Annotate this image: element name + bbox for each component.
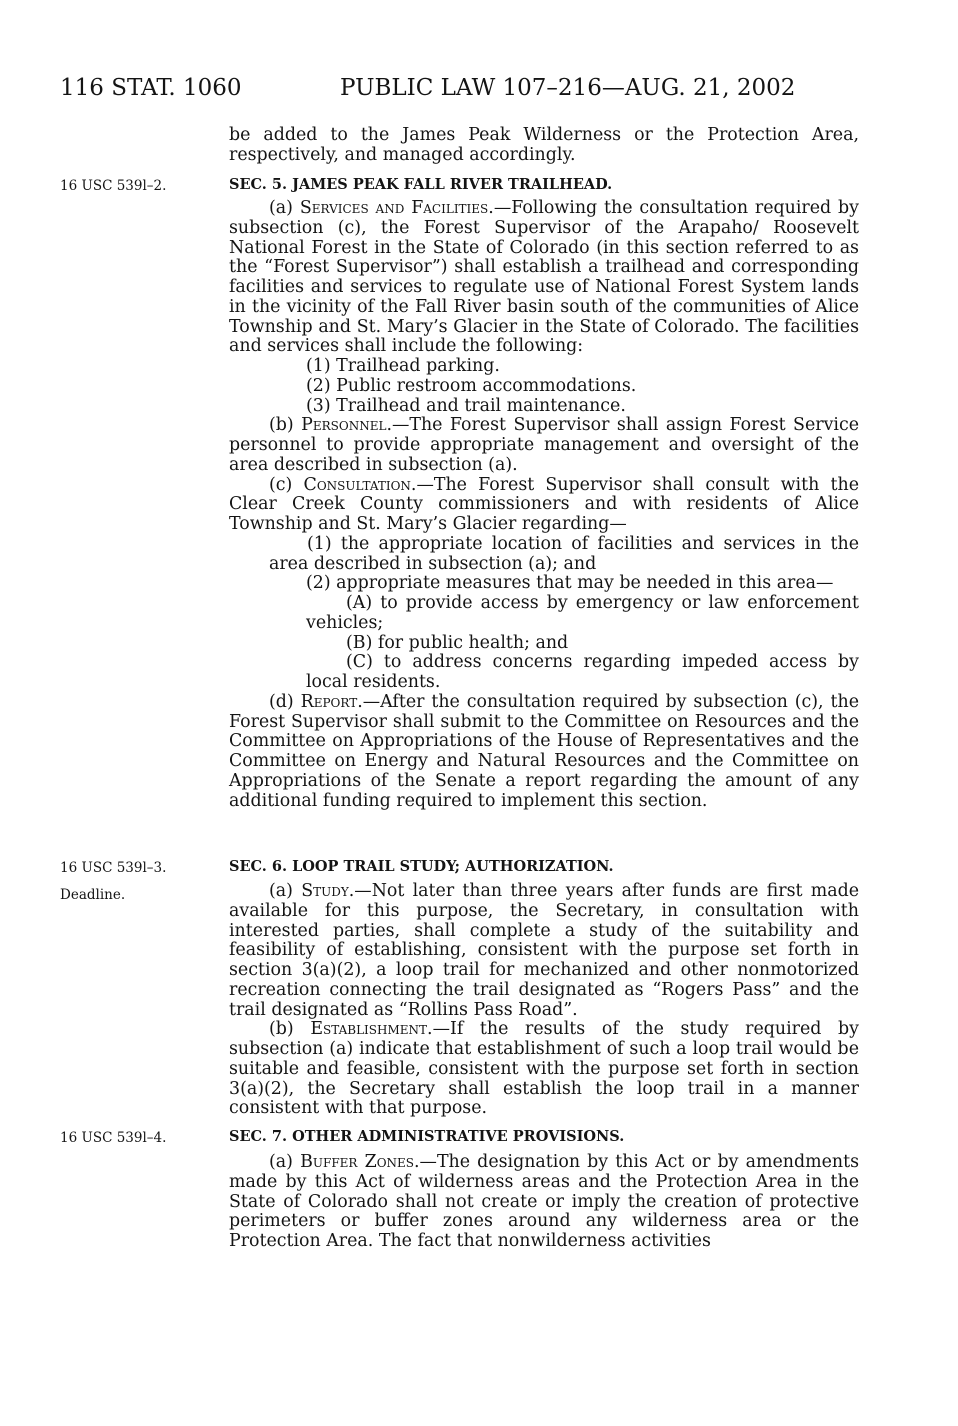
sec6-b-label: (b) <box>269 1019 311 1040</box>
sec6-b-text: —If the results of the study required by subsection (a) indicate that establishment of such a loop trail would be suitable and feasible, consistent with the purpose set forth in section 3(a)(2), the Secretary shall establish the loop trail in a manner consistent with that purpose. <box>229 1019 860 1119</box>
public-law-line: PUBLIC LAW 107–216—AUG. 21, 2002 <box>340 75 796 101</box>
sec6-citation-note: 16 USC 539l–3. <box>60 860 167 876</box>
continuation-paragraph <box>229 126 859 166</box>
sec5-d-label: (d) <box>269 691 301 712</box>
sec6-a-heading: Study. <box>301 881 355 901</box>
sec5-c-sub-b: (B) for public health; and <box>346 632 569 653</box>
sec7-a-label: (a) <box>269 1152 301 1172</box>
sec5-a-heading: Services and Facilities. <box>299 198 494 218</box>
sec5-c-label: (c) <box>269 474 304 495</box>
running-header <box>60 75 920 101</box>
sec6-a-label: (a) <box>269 881 302 901</box>
sec5-subsection-b <box>229 416 859 475</box>
sec5-d-text: —After the consultation required by subsection (c), the Forest Supervisor shall submit to the Committee on Resources and the Committee on Appropriations of the House of Representatives and the Committee on Energy and Natural Resources and the Committee on Appropriations of the Senate a report regarding the amount of any additional funding required to implement this section. <box>229 691 859 811</box>
sec5-b-text: —The Forest Supervisor shall assign Forest Service personnel to provide appropriate management and oversight of the area described in subsection (a). <box>229 415 859 475</box>
page-reference: 116 STAT. 1060 <box>60 75 242 101</box>
sec5-c-heading: Consultation. <box>303 474 417 495</box>
sec5-citation-note: 16 USC 539l–2. <box>60 178 167 194</box>
sec5-a-item-3: (3) Trailhead and trail maintenance. <box>306 395 626 416</box>
sec6-deadline-note: Deadline. <box>60 887 126 903</box>
sec5-a-item-1: (1) Trailhead parking. <box>306 356 500 376</box>
sec5-c-sub-c: (C) to address concerns regarding impeded access by local residents. <box>306 652 859 692</box>
sec5-subsection-a <box>229 199 859 357</box>
sec6-subsection-a <box>229 882 859 1020</box>
sec5-c-sub-a: (A) to provide access by emergency or law enforcement vehicles; <box>306 593 859 633</box>
sec7-citation-note: 16 USC 539l–4. <box>60 1130 167 1146</box>
sec5-c-para-1: (1) the appropriate location of facilities and services in the area described in subsection (a); and <box>269 533 859 574</box>
sec5-body <box>229 199 859 811</box>
sec7-subsection-a <box>229 1153 859 1252</box>
sec5-a-item-2: (2) Public restroom accommodations. <box>306 375 637 396</box>
continuation-text: be added to the James Peak Wilderness or the Protection Area, respectively, and managed accordingly. <box>229 125 859 165</box>
sec5-b-heading: Personnel. <box>301 415 392 436</box>
sec5-a-label: (a) <box>269 198 300 218</box>
sec5-c-para-2: (2) appropriate measures that may be needed in this area— <box>306 573 834 594</box>
sec6-subsection-b <box>229 1020 859 1119</box>
sec7-a-heading: Buffer Zones. <box>300 1152 420 1172</box>
sec6-body <box>229 882 859 1119</box>
sec5-subsection-c <box>229 476 859 535</box>
sec5-c-text: —The Forest Supervisor shall consult with the Clear Creek County commissioners and with residents of Alice Township and St. Mary’s Glacier regarding— <box>229 474 859 534</box>
sec5-subsection-d <box>229 693 859 812</box>
sec5-a-text: —Following the consultation required by subsection (c), the Forest Supervisor of the Arapaho/ Roosevelt National Forest in the State of Colorado (in this section referred to as the “Forest Supervisor”) shall establish a trailhead and corresponding facilities and services to regulate use of National Forest System lands in the vicinity of the Fall River basin south of the communities of Alice Township and St. Mary’s Glacier in the State of Colorado. The facilities and services shall include the following: <box>229 198 859 357</box>
sec5-heading: SEC. 5. JAMES PEAK FALL RIVER TRAILHEAD. <box>229 176 613 193</box>
sec5-b-label: (b) <box>269 415 302 436</box>
sec7-heading: SEC. 7. OTHER ADMINISTRATIVE PROVISIONS. <box>229 1128 625 1145</box>
sec5-d-heading: Report. <box>300 691 363 712</box>
sec6-heading: SEC. 6. LOOP TRAIL STUDY; AUTHORIZATION. <box>229 858 614 875</box>
sec7-a-text: —The designation by this Act or by amendments made by this Act of wilderness areas and the Protection Area in the State of Colorado shall not create or imply the creation of protective perimeters or buffer zones around any wilderness area or the Protection Area. The fact that nonwilderness activities <box>229 1152 859 1251</box>
sec7-body <box>229 1153 859 1252</box>
sec6-b-heading: Establishment. <box>310 1019 433 1040</box>
sec6-a-text: —Not later than three years after funds are first made available for this purpose, the Secretary, in consultation with interested parties, shall complete a study of the suitability and feasibility of establishing, consistent with the purpose set forth in section 3(a)(2), a loop trail for mechanized and other nonmotorized recreation connecting the trail designated as “Rogers Pass” and the trail designated as “Rollins Pass Road”. <box>229 881 860 1020</box>
